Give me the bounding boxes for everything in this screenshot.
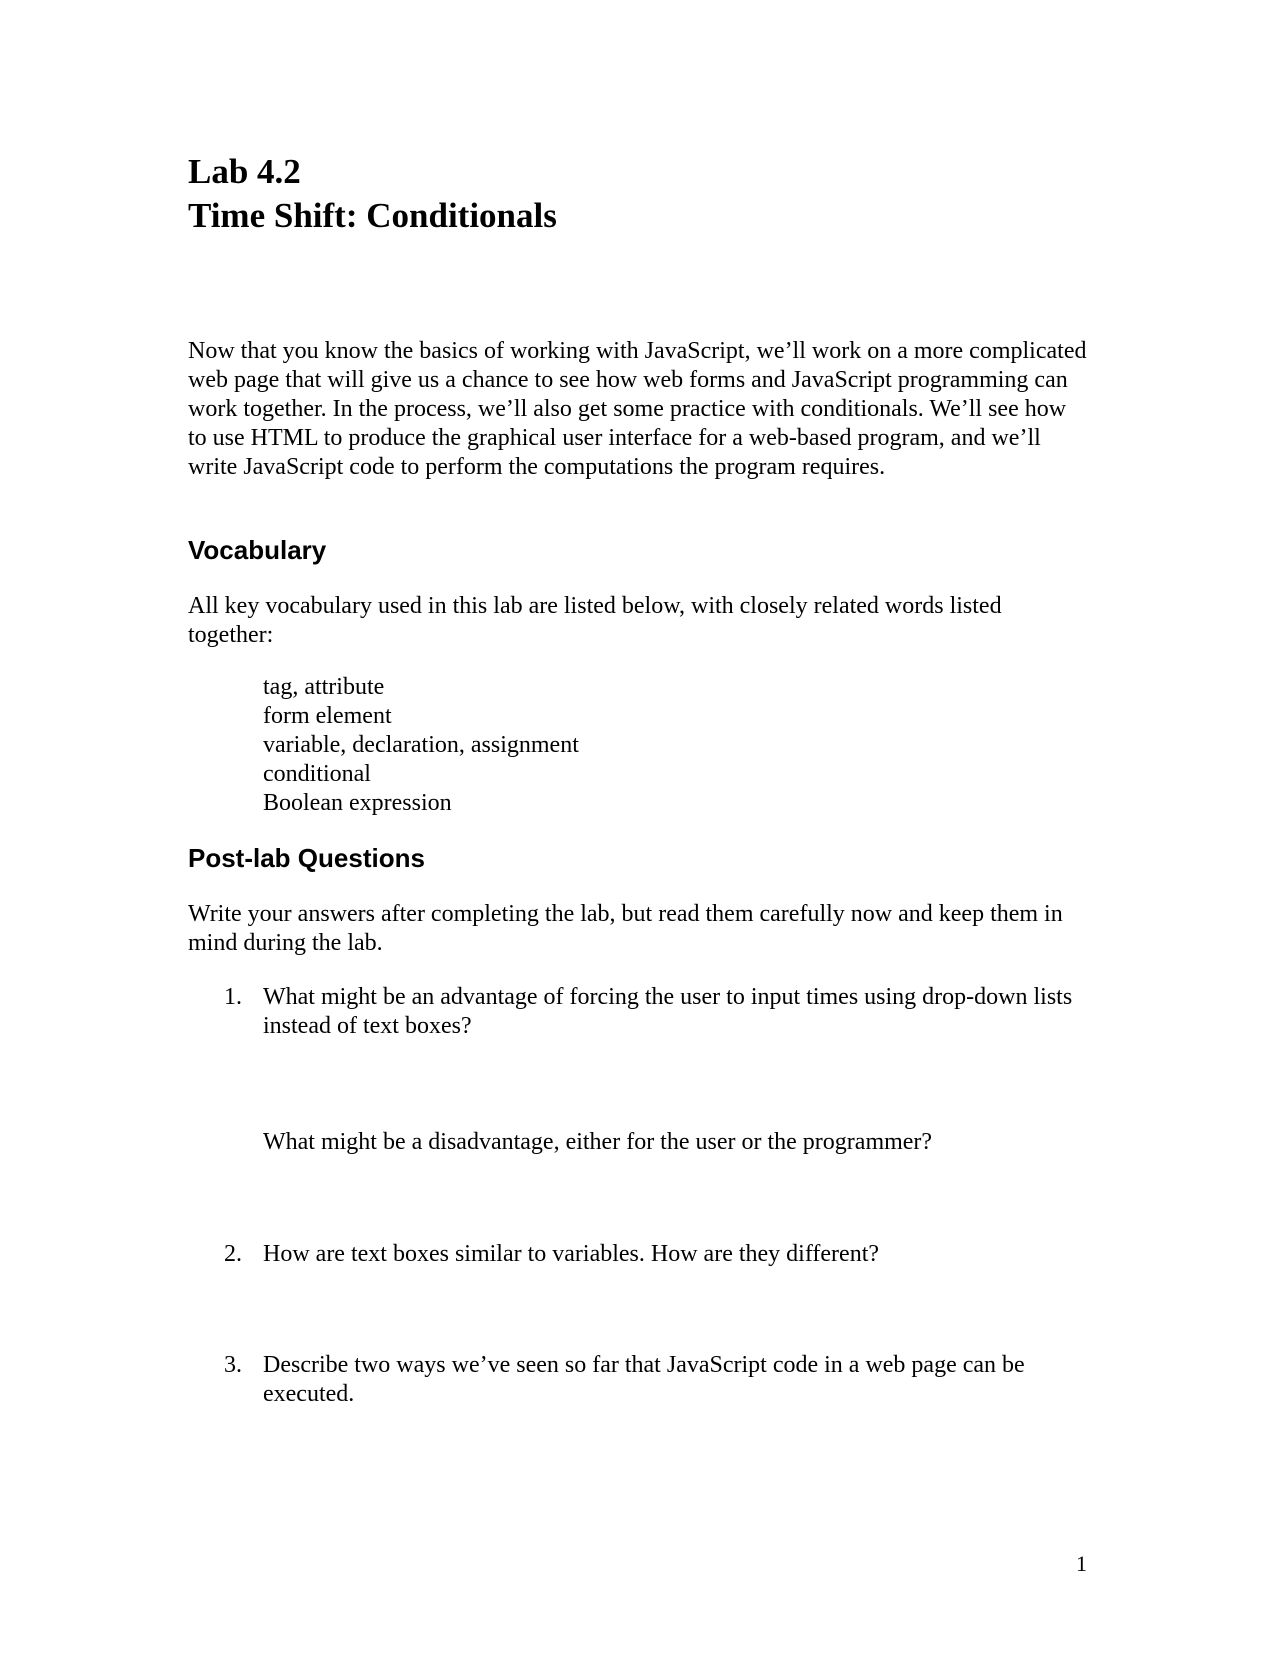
vocabulary-item: variable, declaration, assignment [263,732,579,758]
question-1-followup: What might be a disadvantage, either for the user or the programmer? [263,1129,933,1155]
vocabulary-list [263,673,579,818]
vocabulary-item: Boolean expression [263,790,452,816]
vocabulary-item: conditional [263,761,371,787]
vocabulary-item: form element [263,703,392,729]
vocabulary-item: tag, attribute [263,674,385,700]
page-number: 1 [1076,1551,1087,1576]
vocabulary-heading: Vocabulary [188,535,327,565]
intro-paragraph: Now that you know the basics of working with JavaScript, we’ll work on a more complicated web page that will give us a chance to see how web forms and JavaScript programming can work together. In the process, we’ll also get some practice with conditionals. We’ll see how to use HTML to produce the graphical user interface for a web-based program, and we’ll write JavaScript code to perform the computations the program requires. [188,338,1087,480]
question-2-text: How are text boxes similar to variables. How are they different? [263,1241,880,1267]
question-1-text: What might be an advantage of forcing the user to input times using drop-down lists instead of text boxes? [263,984,1073,1039]
postlab-heading: Post-lab Questions [188,843,425,873]
lab-name-title: Time Shift: Conditionals [188,196,557,235]
question-3-number: 3. [224,1352,242,1378]
postlab-intro: Write your answers after completing the lab, but read them carefully now and keep them in mind during the lab. [188,901,1063,956]
vocabulary-intro: All key vocabulary used in this lab are listed below, with closely related words listed together: [188,593,1002,648]
question-1-number: 1. [224,984,242,1010]
lab-number-title: Lab 4.2 [188,152,301,191]
question-3-text: Describe two ways we’ve seen so far that JavaScript code in a web page can be executed. [263,1352,1025,1407]
question-2-number: 2. [224,1241,242,1267]
